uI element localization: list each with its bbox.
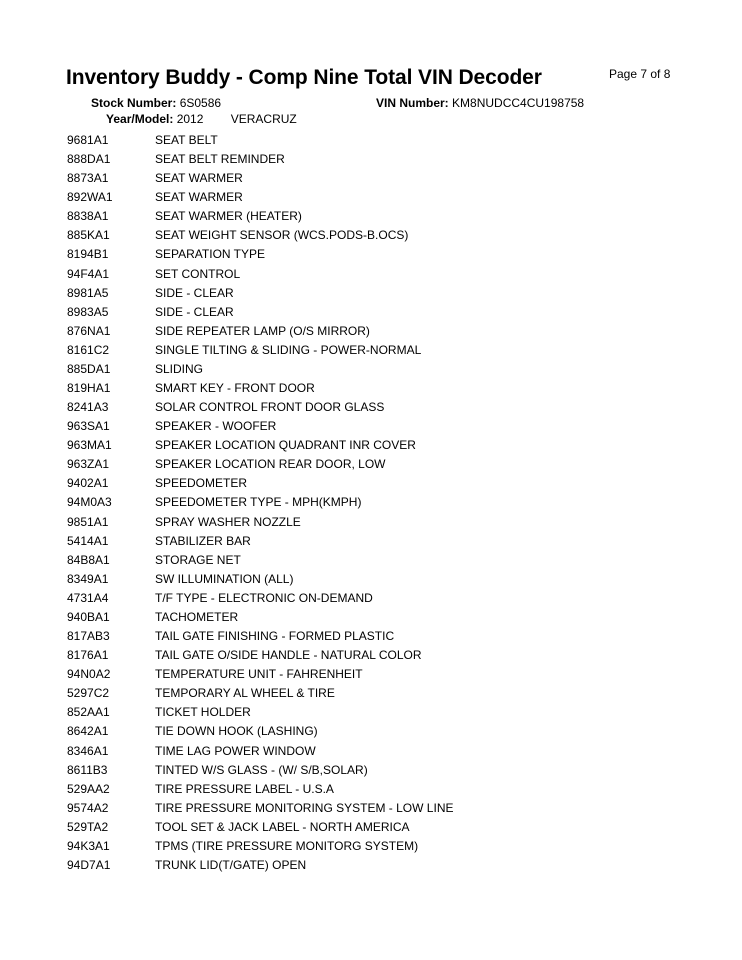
option-description: STORAGE NET (155, 552, 241, 567)
list-item (67, 608, 453, 627)
option-code: 4731A4 (67, 590, 109, 605)
option-description: TPMS (TIRE PRESSURE MONITORG SYSTEM) (155, 838, 419, 853)
stock-number-label: Stock Number: (91, 96, 177, 110)
list-item (67, 665, 453, 684)
option-code: 9402A1 (67, 476, 109, 491)
page-number: Page 7 of 8 (609, 67, 671, 81)
option-code: 8161C2 (67, 342, 110, 357)
option-code: 8176A1 (67, 648, 109, 663)
option-code: 9574A2 (67, 800, 109, 815)
list-item (67, 379, 453, 398)
option-description: SIDE REPEATER LAMP (O/S MIRROR) (155, 323, 370, 338)
option-description: SIDE - CLEAR (155, 285, 234, 300)
list-item (67, 513, 453, 532)
option-code: 94D7A1 (67, 857, 111, 872)
list-item (67, 207, 453, 226)
list-item (67, 703, 453, 722)
list-item (67, 532, 453, 551)
list-item (67, 627, 453, 646)
document-title: Inventory Buddy - Comp Nine Total VIN Decoder (66, 66, 542, 89)
option-description: SMART KEY - FRONT DOOR (155, 381, 315, 396)
option-code: 9851A1 (67, 514, 109, 529)
list-item (67, 265, 453, 284)
option-code: 8873A1 (67, 171, 109, 186)
option-code: 5297C2 (67, 686, 110, 701)
option-description: SW ILLUMINATION (ALL) (155, 571, 294, 586)
option-code: 963SA1 (67, 419, 110, 434)
list-item (67, 417, 453, 436)
option-description: SPEAKER - WOOFER (155, 419, 277, 434)
option-description: TIRE PRESSURE LABEL - U.S.A (155, 781, 334, 796)
option-description: SPEAKER LOCATION REAR DOOR, LOW (155, 457, 386, 472)
list-item (67, 570, 453, 589)
option-code: 8642A1 (67, 724, 109, 739)
option-description: TEMPERATURE UNIT - FAHRENHEIT (155, 667, 363, 682)
option-description: TIE DOWN HOOK (LASHING) (155, 724, 318, 739)
option-code: 888DA1 (67, 152, 111, 167)
option-description: SPEAKER LOCATION QUADRANT INR COVER (155, 438, 416, 453)
option-description: SET CONTROL (155, 266, 241, 281)
option-description: SPEEDOMETER (155, 476, 248, 491)
option-code: 852AA1 (67, 705, 110, 720)
option-description: TAIL GATE O/SIDE HANDLE - NATURAL COLOR (155, 648, 422, 663)
option-code: 5414A1 (67, 533, 109, 548)
list-item (67, 837, 453, 856)
option-code: 8346A1 (67, 743, 109, 758)
option-code: 876NA1 (67, 323, 111, 338)
vin-number (376, 96, 584, 110)
option-description: SPEEDOMETER TYPE - MPH(KMPH) (155, 495, 362, 510)
option-code: 892WA1 (67, 190, 113, 205)
option-description: TIRE PRESSURE MONITORING SYSTEM - LOW LINE (155, 800, 454, 815)
list-item (67, 360, 453, 379)
stock-number (91, 96, 221, 110)
list-item (67, 818, 453, 837)
option-code: 8611B3 (67, 762, 108, 777)
list-item (67, 742, 453, 761)
option-description: SIDE - CLEAR (155, 304, 234, 319)
option-description: TIME LAG POWER WINDOW (155, 743, 316, 758)
list-item (67, 493, 453, 512)
list-item (67, 589, 453, 608)
option-code: 885KA1 (67, 228, 110, 243)
stock-number-value: 6S0586 (179, 96, 222, 110)
option-description: TEMPORARY AL WHEEL & TIRE (155, 686, 335, 701)
option-code: 885DA1 (67, 361, 111, 376)
list-item (67, 341, 453, 360)
option-description: SEAT WARMER (155, 171, 243, 186)
option-description: SEAT WEIGHT SENSOR (WCS.PODS-B.OCS) (155, 228, 409, 243)
list-item (67, 436, 453, 455)
option-code: 8349A1 (67, 571, 109, 586)
option-code: 94N0A2 (67, 667, 111, 682)
option-description: STABILIZER BAR (155, 533, 251, 548)
list-item (67, 799, 453, 818)
list-item (67, 169, 453, 188)
list-item (67, 761, 453, 780)
list-item (67, 722, 453, 741)
list-item (67, 245, 453, 264)
option-code: 94K3A1 (67, 838, 110, 853)
vin-number-value: KM8NUDCC4CU198758 (452, 96, 585, 110)
option-code: 8241A3 (67, 400, 109, 415)
option-code: 940BA1 (67, 609, 110, 624)
option-code: 94M0A3 (67, 495, 112, 510)
option-code: 9681A1 (67, 133, 109, 147)
option-code: 817AB3 (67, 629, 110, 644)
list-item (67, 684, 453, 703)
list-item (67, 856, 453, 875)
option-code: 8838A1 (67, 209, 109, 224)
list-item (67, 188, 453, 207)
list-item (67, 646, 453, 665)
option-code-list (67, 131, 453, 875)
option-code: 8983A5 (67, 304, 109, 319)
option-code: 963ZA1 (67, 457, 110, 472)
option-code: 94F4A1 (67, 266, 110, 281)
option-code: 84B8A1 (67, 552, 110, 567)
option-description: TAIL GATE FINISHING - FORMED PLASTIC (155, 629, 395, 644)
option-description: SOLAR CONTROL FRONT DOOR GLASS (155, 400, 385, 415)
option-description: SEAT WARMER (HEATER) (155, 209, 302, 224)
option-code: 963MA1 (67, 438, 112, 453)
option-code: 529TA2 (67, 819, 109, 834)
list-item (67, 780, 453, 799)
model-value: VERACRUZ (230, 112, 297, 126)
year-value: 2012 (176, 112, 204, 126)
option-description: SEAT BELT REMINDER (155, 152, 285, 167)
vin-number-label: VIN Number: (376, 96, 449, 110)
option-code: 8981A5 (67, 285, 109, 300)
list-item (67, 474, 453, 493)
option-description: SINGLE TILTING & SLIDING - POWER-NORMAL (155, 342, 422, 357)
option-description: TICKET HOLDER (155, 705, 251, 720)
option-description: SLIDING (155, 361, 204, 376)
option-description: TOOL SET & JACK LABEL - NORTH AMERICA (155, 819, 410, 834)
option-description: SEAT WARMER (155, 190, 243, 205)
option-description: TINTED W/S GLASS - (W/ S/B,SOLAR) (155, 762, 368, 777)
year-model-label: Year/Model: (106, 112, 174, 126)
list-item (67, 303, 453, 322)
option-code: 8194B1 (67, 247, 109, 262)
option-description: SEPARATION TYPE (155, 247, 266, 262)
list-item (67, 150, 453, 169)
list-item (67, 131, 453, 150)
year-model (106, 112, 297, 126)
list-item (67, 322, 453, 341)
list-item (67, 398, 453, 417)
option-description: T/F TYPE - ELECTRONIC ON-DEMAND (155, 590, 373, 605)
list-item (67, 226, 453, 245)
option-description: TRUNK LID(T/GATE) OPEN (155, 857, 307, 872)
option-code: 529AA2 (67, 781, 110, 796)
option-code: 819HA1 (67, 381, 111, 396)
list-item (67, 284, 453, 303)
option-description: SEAT BELT (155, 133, 218, 147)
option-description: TACHOMETER (155, 609, 239, 624)
option-description: SPRAY WASHER NOZZLE (155, 514, 301, 529)
list-item (67, 455, 453, 474)
list-item (67, 551, 453, 570)
